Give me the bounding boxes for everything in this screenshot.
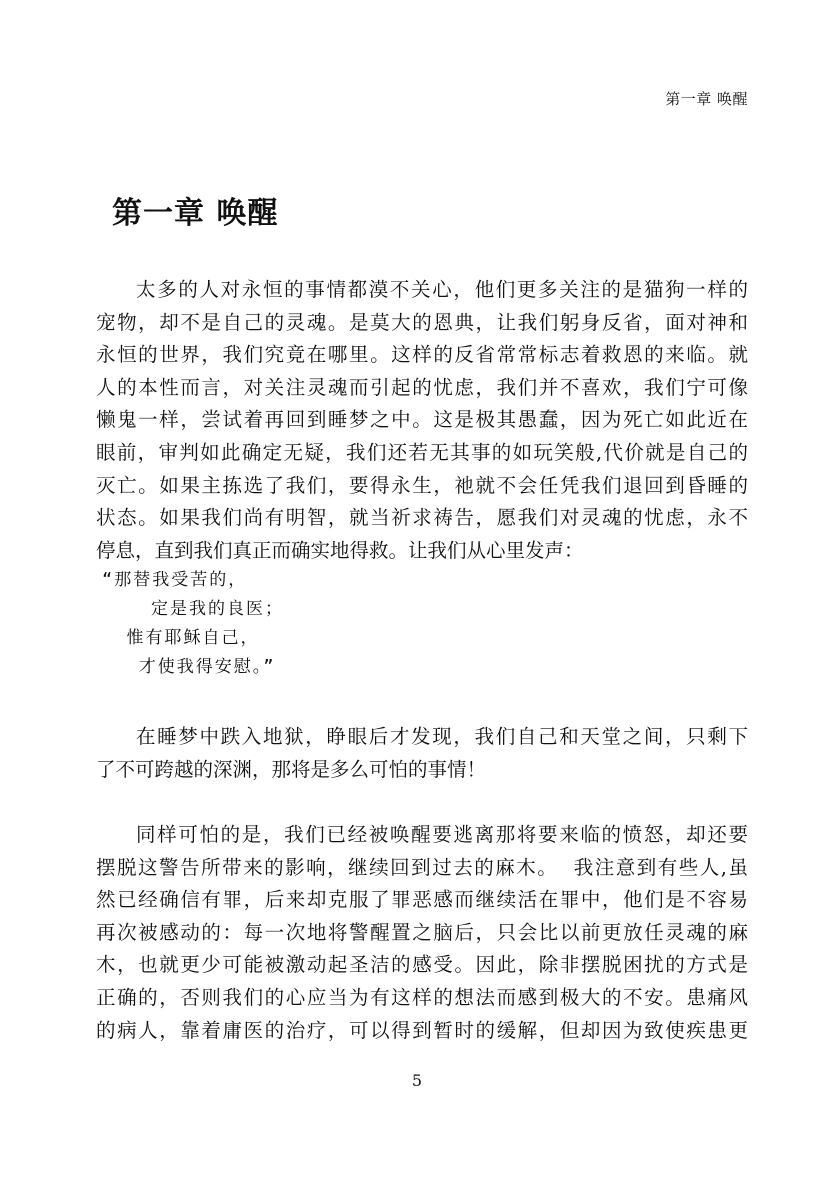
poem-line: “那替我受苦的， xyxy=(102,570,248,590)
paragraph-line: 在睡梦中跌入地狱，睁眼后才发现，我们自己和天堂之间，只剩下 xyxy=(136,725,748,748)
paragraph-2 xyxy=(96,721,748,786)
running-header: 第一章 唤醒 xyxy=(665,90,748,108)
page-number: 5 xyxy=(411,1071,423,1090)
paragraph-line: 灭亡。如果主拣选了我们，要得永生，祂就不会任凭我们退回到昏睡的 xyxy=(96,473,748,497)
poem-quote xyxy=(102,566,284,682)
paragraph-line: 同样可怕的是，我们已经被唤醒要逃离那将要来临的愤怒，却还要 xyxy=(136,823,748,846)
paragraph-line: 宠物，却不是自己的灵魂。是莫大的恩典，让我们躬身反省，面对神和 xyxy=(96,310,748,334)
paragraph-line: 状态。如果我们尚有明智，就当祈求祷告，愿我们对灵魂的忧虑，永不 xyxy=(96,506,748,530)
paragraph-line: 永恒的世界，我们究竟在哪里。这样的反省常常标志着救恩的来临。就 xyxy=(96,343,748,367)
poem-line: 惟有耶稣自己， xyxy=(102,628,260,648)
paragraph-line: 了不可跨越的深渊，那将是多么可怕的事情！ xyxy=(96,757,487,781)
paragraph-line: 木，也就更少可能被激动起圣洁的感受。因此，除非摆脱困扰的方式是 xyxy=(96,953,748,977)
paragraph-1 xyxy=(96,274,748,567)
paragraph-line: 正确的，否则我们的心应当为有这样的想法而感到极大的不安。患痛风 xyxy=(96,985,748,1009)
paragraph-line: 懒鬼一样，尝试着再回到睡梦之中。这是极其愚蠢，因为死亡如此近在 xyxy=(96,408,748,432)
paragraph-line: 人的本性而言，对关注灵魂而引起的忧虑，我们并不喜欢，我们宁可像 xyxy=(96,375,748,399)
paragraph-line: 停息，直到我们真正而确实地得救。让我们从心里发声： xyxy=(96,538,584,562)
paragraph-3 xyxy=(96,819,748,1047)
paragraph-line: 再次被感动的：每一次地将警醒置之脑后，只会比以前更放任灵魂的麻 xyxy=(96,920,748,944)
paragraph-line: 然已经确信有罪，后来却克服了罪恶感而继续活在罪中，他们是不容易 xyxy=(96,888,748,912)
paragraph-line: 摆脱这警告所带来的影响，继续回到过去的麻木。 我注意到有些人,虽 xyxy=(96,855,748,879)
poem-line: 才使我得安慰。” xyxy=(102,657,276,677)
paragraph-line: 太多的人对永恒的事情都漠不关心，他们更多关注的是猫狗一样的 xyxy=(136,278,748,301)
chapter-title: 第一章 唤醒 xyxy=(112,196,279,231)
poem-line: 定是我的良医； xyxy=(102,599,284,619)
paragraph-line: 的病人，靠着庸医的治疗，可以得到暂时的缓解，但却因为致使疾患更 xyxy=(96,1018,748,1042)
paragraph-line: 眼前，审判如此确定无疑，我们还若无其事的如玩笑般,代价就是自己的 xyxy=(96,440,748,464)
